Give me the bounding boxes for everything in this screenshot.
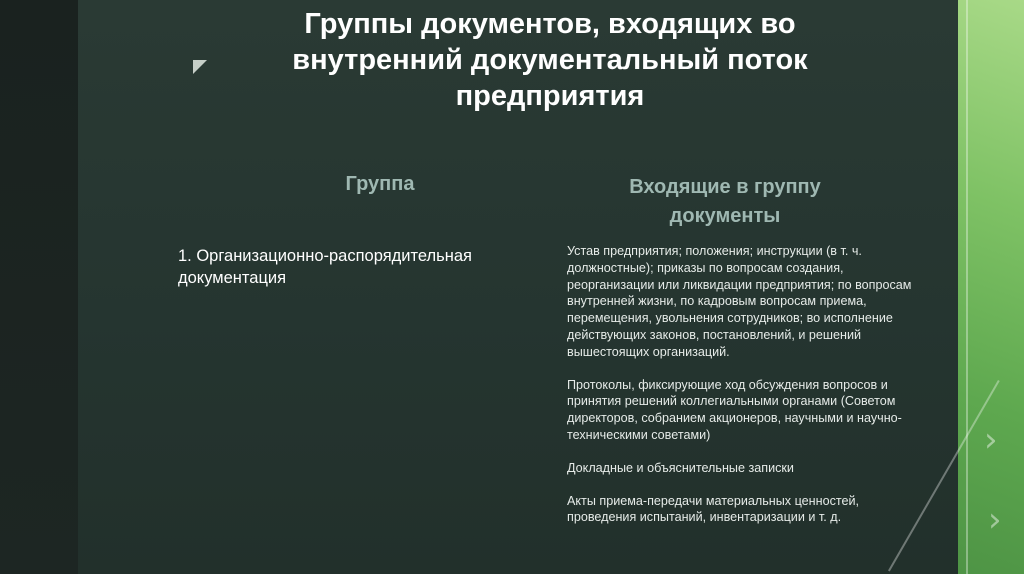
documents-paragraph: Устав предприятия; положения; инструкции (в т. ч. должностные); приказы по вопросам создания, реорганизации или ликвидации предприятия; по вопросам внутренней жизни, по кадровым вопросам приема, перемещения, увольнения сотрудников; во исполнение действующих законов, постановлений, и решений вышестоящих организаций. xyxy=(567,244,912,359)
left-dark-strip xyxy=(0,0,78,574)
column-header-documents: Входящие в группу документы xyxy=(629,176,821,227)
column-header-group: Группа xyxy=(345,173,415,195)
documents-paragraph: Акты приема-передачи материальных ценностей, проведения испытаний, инвентаризации и т. д. xyxy=(567,493,860,525)
slide-title: Группы документов, входящих во внутренний документальный поток предприятия xyxy=(292,8,808,112)
documents-list xyxy=(567,243,927,542)
documents-paragraph: Докладные и объяснительные записки xyxy=(567,460,794,475)
decor-line xyxy=(966,0,968,574)
documents-paragraph: Протоколы, фиксирующие ход обсуждения вопросов и принятия решений коллегиальными органами (Советом директоров, собранием акционеров, научными и научно-техническими советами) xyxy=(567,377,902,442)
right-green-decoration xyxy=(958,0,1024,574)
chevron-right-icon: › xyxy=(984,420,998,460)
group-name: 1. Организационно-распорядительная документация xyxy=(178,247,472,287)
triangle-accent-icon xyxy=(193,60,207,74)
chevron-right-icon: › xyxy=(988,500,1002,540)
